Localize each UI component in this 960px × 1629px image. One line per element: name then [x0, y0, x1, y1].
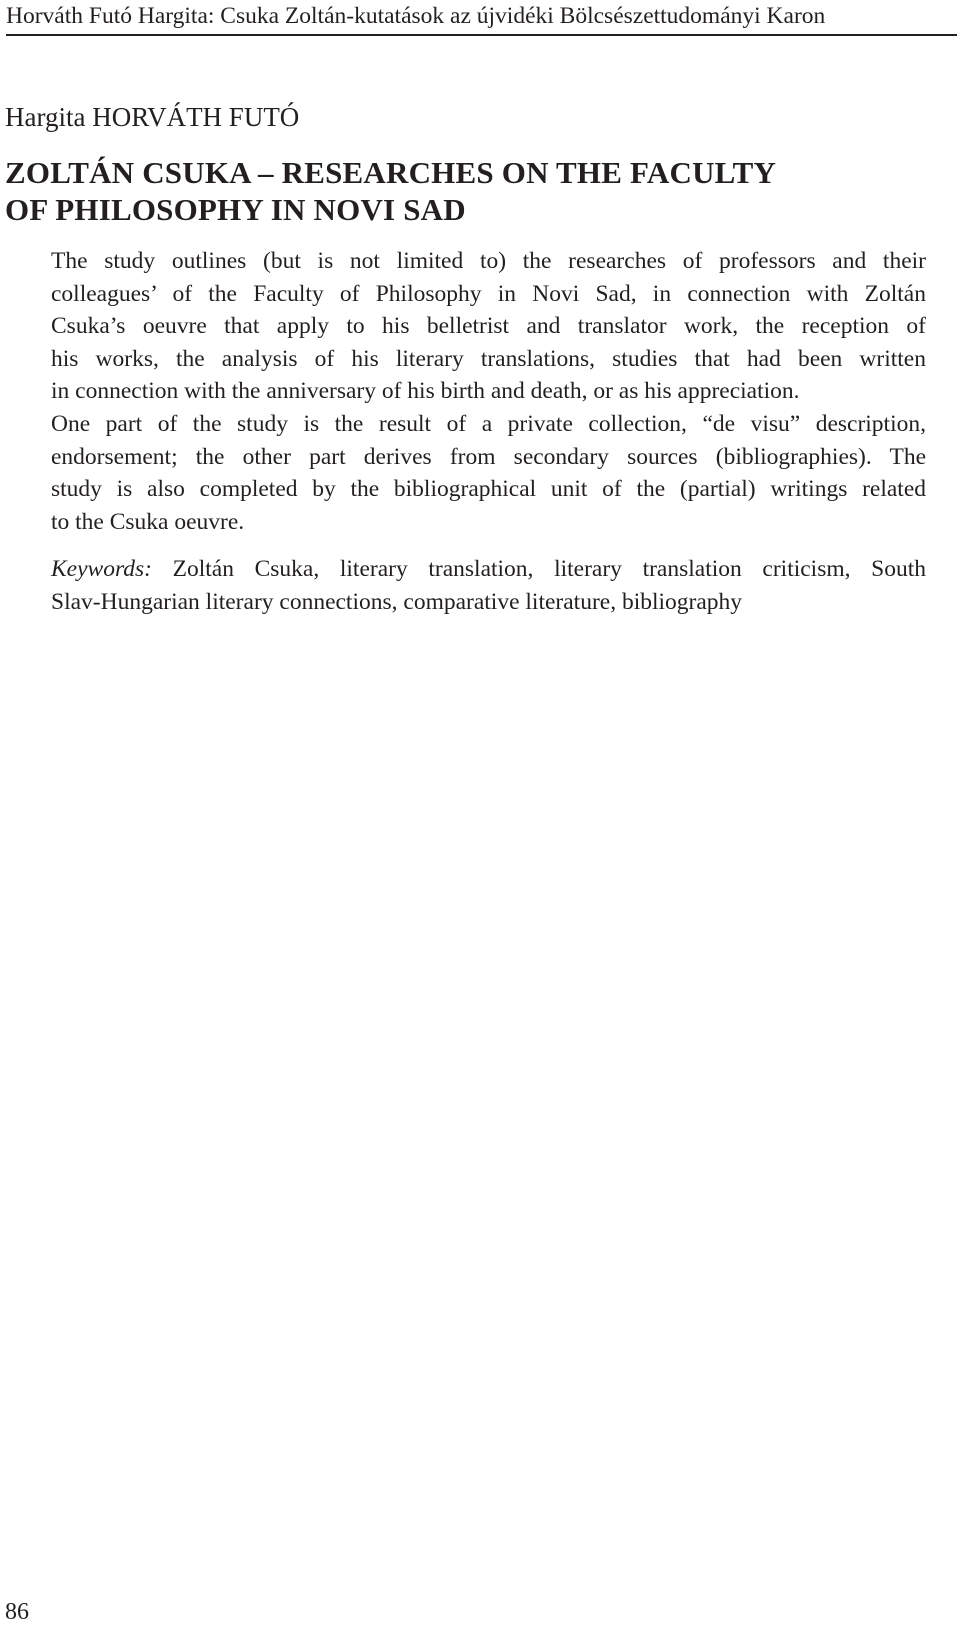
keywords-line	[51, 553, 926, 586]
keywords-label: Keywords:	[51, 556, 152, 582]
page-number: 86	[5, 1599, 29, 1625]
keywords-text: Zoltán Csuka, literary translation, literary translation criticism, South	[151, 556, 926, 582]
abstract-line: his works, the analysis of his literary translations, studies that had been written	[51, 345, 926, 372]
abstract-line: Csuka’s oeuvre that apply to his belletrist and translator work, the reception of	[51, 313, 926, 340]
abstract-line: colleagues’ of the Faculty of Philosophy in Novi Sad, in connection with Zoltán	[51, 280, 926, 307]
abstract	[51, 245, 926, 538]
abstract-line: The study outlines (but is not limited to) the researches of professors and their	[51, 248, 926, 274]
author-name: Hargita HORVÁTH FUTÓ	[5, 102, 300, 132]
abstract-line: to the Csuka oeuvre.	[51, 508, 245, 535]
abstract-line: One part of the study is the result of a private collection, “de visu” description,	[51, 410, 926, 437]
abstract-line: in connection with the anniversary of his birth and death, or as his appreciation.	[51, 378, 800, 405]
title-line: OF PHILOSOPHY IN NOVI SAD	[5, 192, 466, 227]
keywords	[51, 553, 926, 618]
keywords-line: Slav-Hungarian literary connections, comparative literature, bibliography	[51, 588, 743, 615]
abstract-line: study is also completed by the bibliographical unit of the (partial) writings related	[51, 476, 926, 503]
article-title	[5, 154, 905, 228]
title-line: ZOLTÁN CSUKA – RESEARCHES ON THE FACULTY	[5, 155, 777, 190]
running-header: Horváth Futó Hargita: Csuka Zoltán-kutatások az újvidéki Bölcsészettudományi Karon	[6, 2, 957, 36]
abstract-line: endorsement; the other part derives from secondary sources (bibliographies). The	[51, 443, 926, 470]
